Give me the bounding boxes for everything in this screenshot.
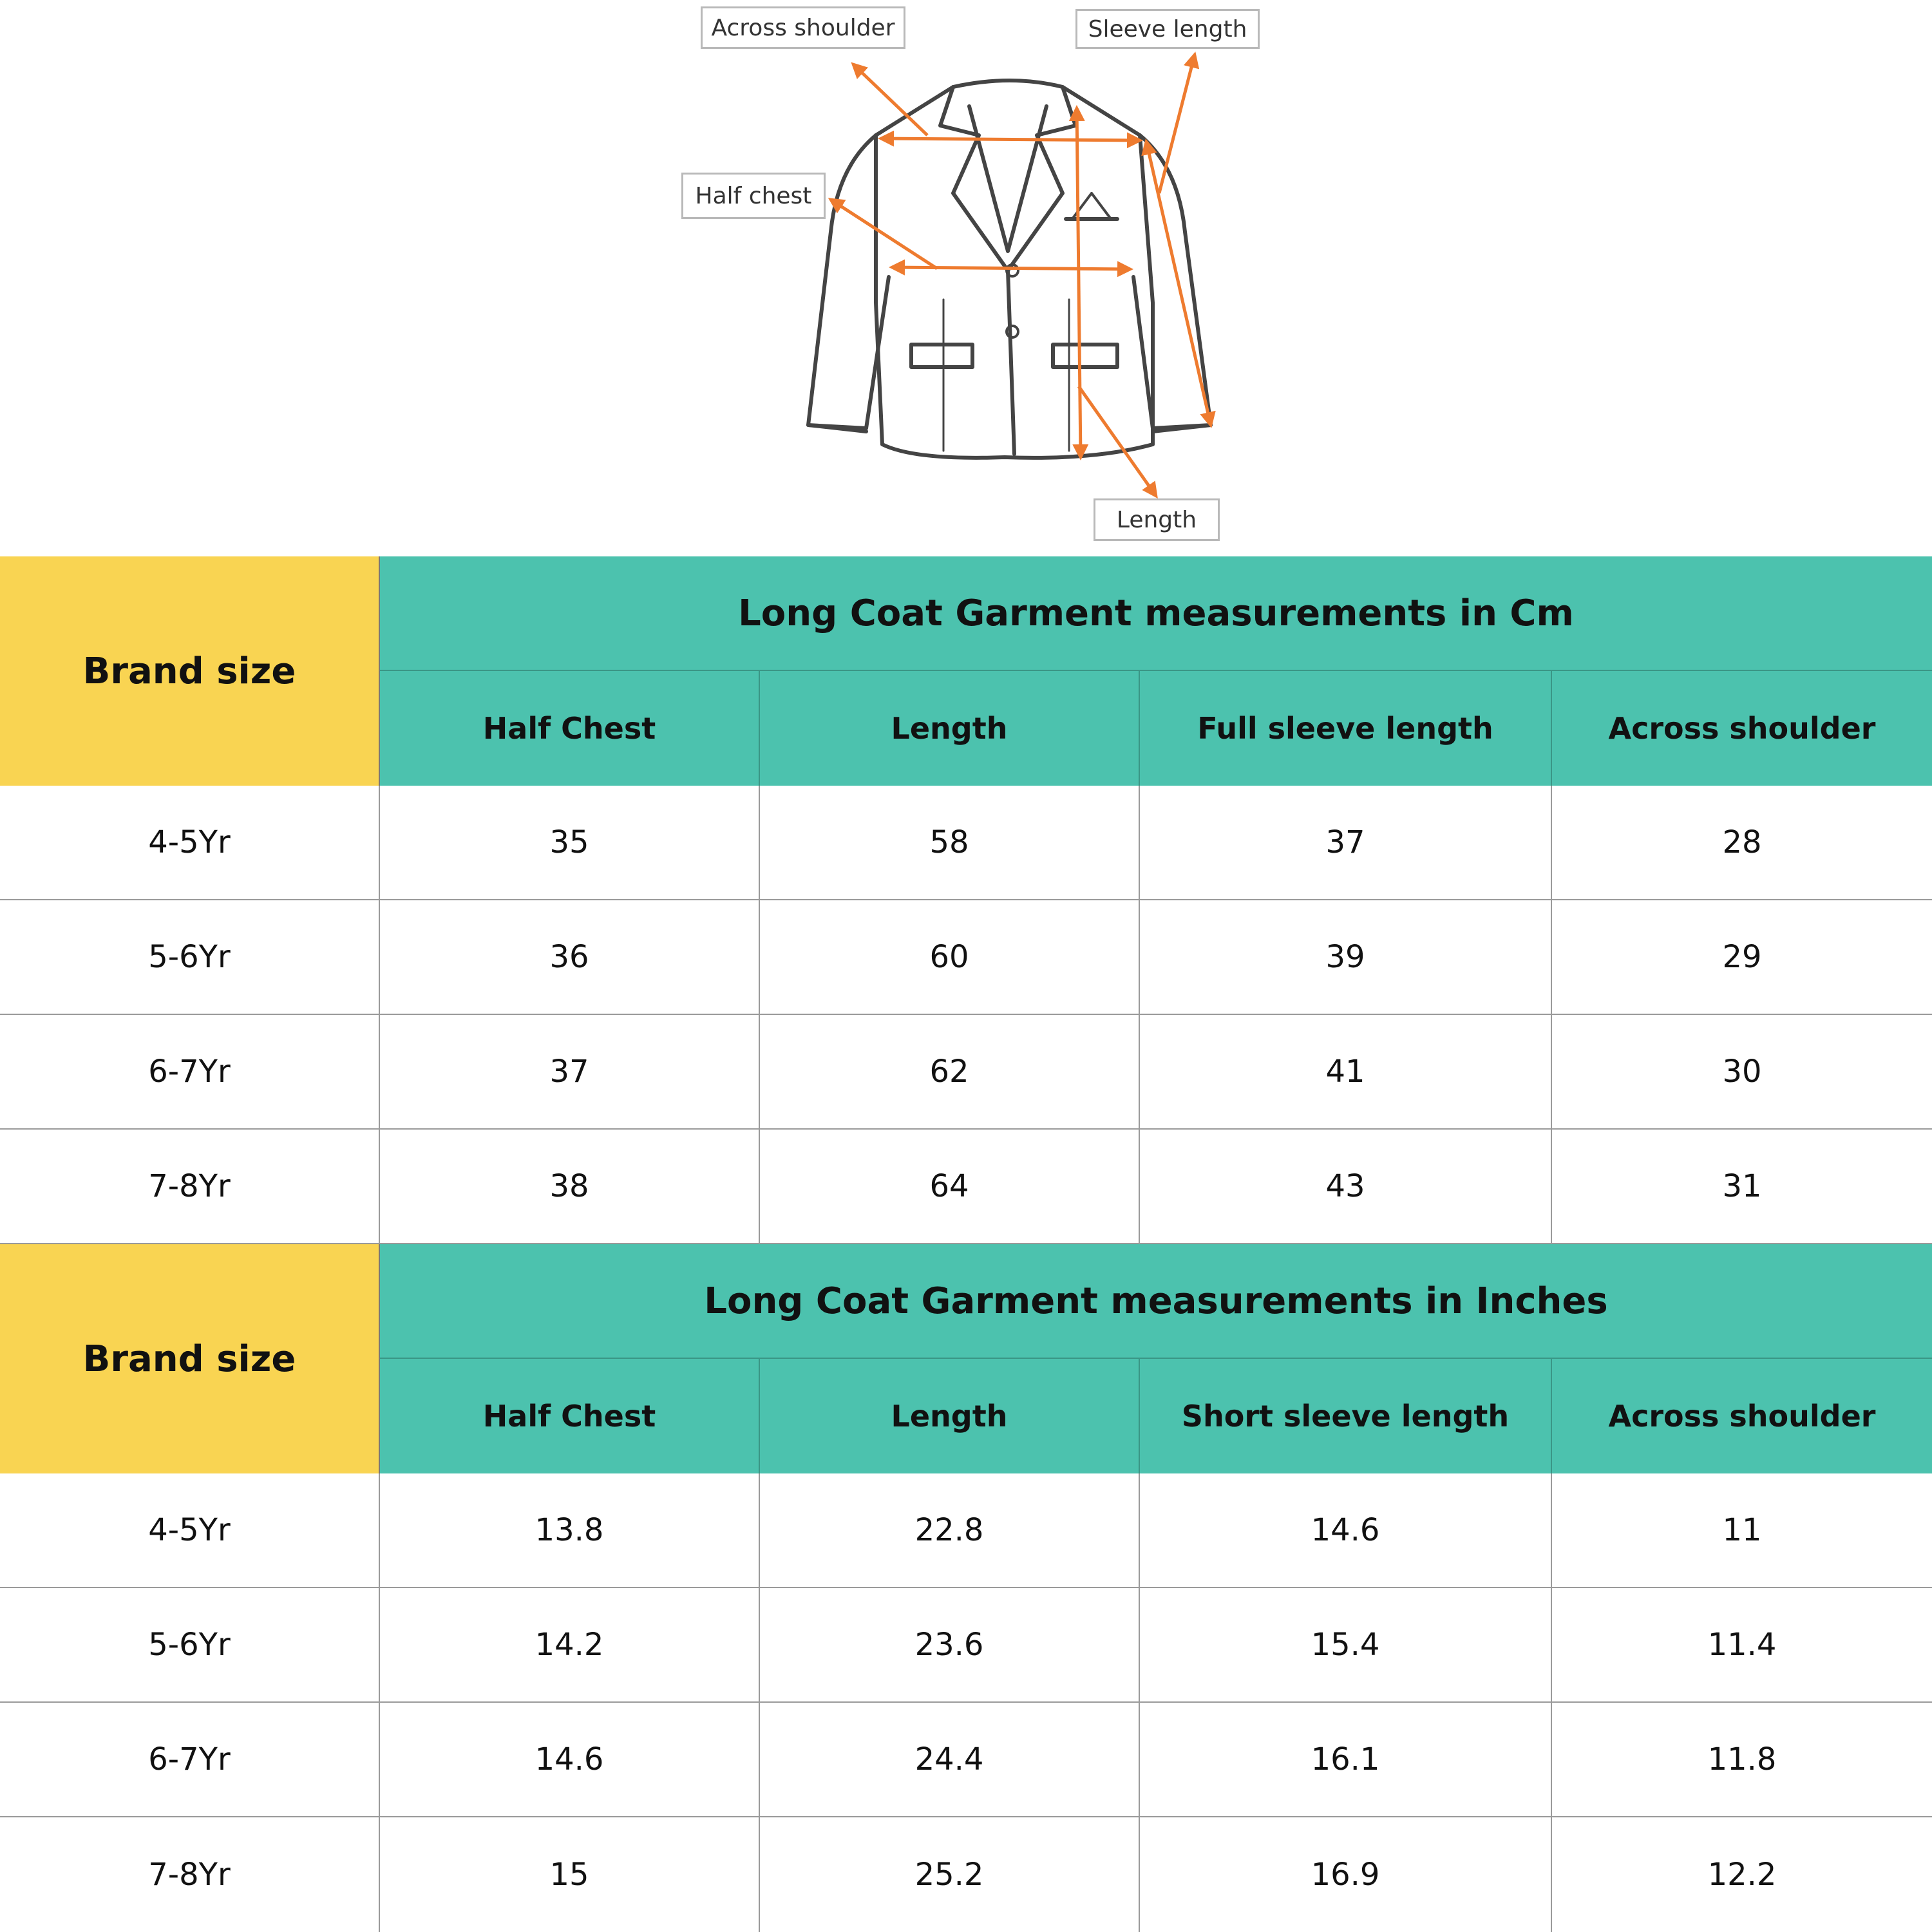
label-sleeve-length: Sleeve length [1075, 9, 1260, 49]
table-cell: 6-7Yr [0, 1703, 380, 1817]
table-cell: 6-7Yr [0, 1015, 380, 1130]
table-cell: 64 [760, 1130, 1140, 1244]
table-cell: 13.8 [380, 1473, 760, 1588]
table-cell: 16.9 [1140, 1817, 1552, 1932]
label-across-shoulder: Across shoulder [701, 6, 905, 49]
table-cell: 15 [380, 1817, 760, 1932]
table-cell: 35 [380, 786, 760, 900]
table-cell: 16.1 [1140, 1703, 1552, 1817]
brand-size-header: Brand size [0, 556, 380, 786]
table-cell: 4-5Yr [0, 1473, 380, 1588]
table-title: Long Coat Garment measurements in Inches [380, 1244, 1932, 1359]
column-header: Across shoulder [1552, 1359, 1932, 1473]
table-cell: 7-8Yr [0, 1130, 380, 1244]
table-cell: 37 [380, 1015, 760, 1130]
table-cell: 28 [1552, 786, 1932, 900]
table-cell: 43 [1140, 1130, 1552, 1244]
table-cell: 15.4 [1140, 1588, 1552, 1703]
column-header: Length [760, 1359, 1140, 1473]
table-cell: 30 [1552, 1015, 1932, 1130]
table-cell: 58 [760, 786, 1140, 900]
table-cell: 39 [1140, 900, 1552, 1015]
column-header: Half Chest [380, 671, 760, 786]
size-table-inches [0, 1244, 1932, 1932]
table-cell: 60 [760, 900, 1140, 1015]
table-cell: 36 [380, 900, 760, 1015]
table-cell: 14.6 [380, 1703, 760, 1817]
table-cell: 24.4 [760, 1703, 1140, 1817]
table-cell: 11.4 [1552, 1588, 1932, 1703]
table-cell: 11 [1552, 1473, 1932, 1588]
table-cell: 22.8 [760, 1473, 1140, 1588]
table-cell: 5-6Yr [0, 900, 380, 1015]
label-half-chest: Half chest [681, 173, 826, 219]
table-cell: 41 [1140, 1015, 1552, 1130]
table-cell: 37 [1140, 786, 1552, 900]
table-cell: 31 [1552, 1130, 1932, 1244]
table-cell: 7-8Yr [0, 1817, 380, 1932]
column-header: Half Chest [380, 1359, 760, 1473]
column-header: Across shoulder [1552, 671, 1932, 786]
column-header: Length [760, 671, 1140, 786]
coat-measurement-diagram [0, 0, 1932, 555]
table-cell: 25.2 [760, 1817, 1140, 1932]
brand-size-header: Brand size [0, 1244, 380, 1473]
table-cell: 4-5Yr [0, 786, 380, 900]
table-cell: 38 [380, 1130, 760, 1244]
table-cell: 23.6 [760, 1588, 1140, 1703]
table-cell: 62 [760, 1015, 1140, 1130]
table-cell: 29 [1552, 900, 1932, 1015]
table-cell: 11.8 [1552, 1703, 1932, 1817]
coat-illustration [0, 0, 1932, 555]
size-table-cm [0, 556, 1932, 1244]
column-header: Full sleeve length [1140, 671, 1552, 786]
table-title: Long Coat Garment measurements in Cm [380, 556, 1932, 671]
label-length: Length [1094, 498, 1220, 541]
table-cell: 14.6 [1140, 1473, 1552, 1588]
table-cell: 12.2 [1552, 1817, 1932, 1932]
column-header: Short sleeve length [1140, 1359, 1552, 1473]
table-cell: 14.2 [380, 1588, 760, 1703]
table-cell: 5-6Yr [0, 1588, 380, 1703]
